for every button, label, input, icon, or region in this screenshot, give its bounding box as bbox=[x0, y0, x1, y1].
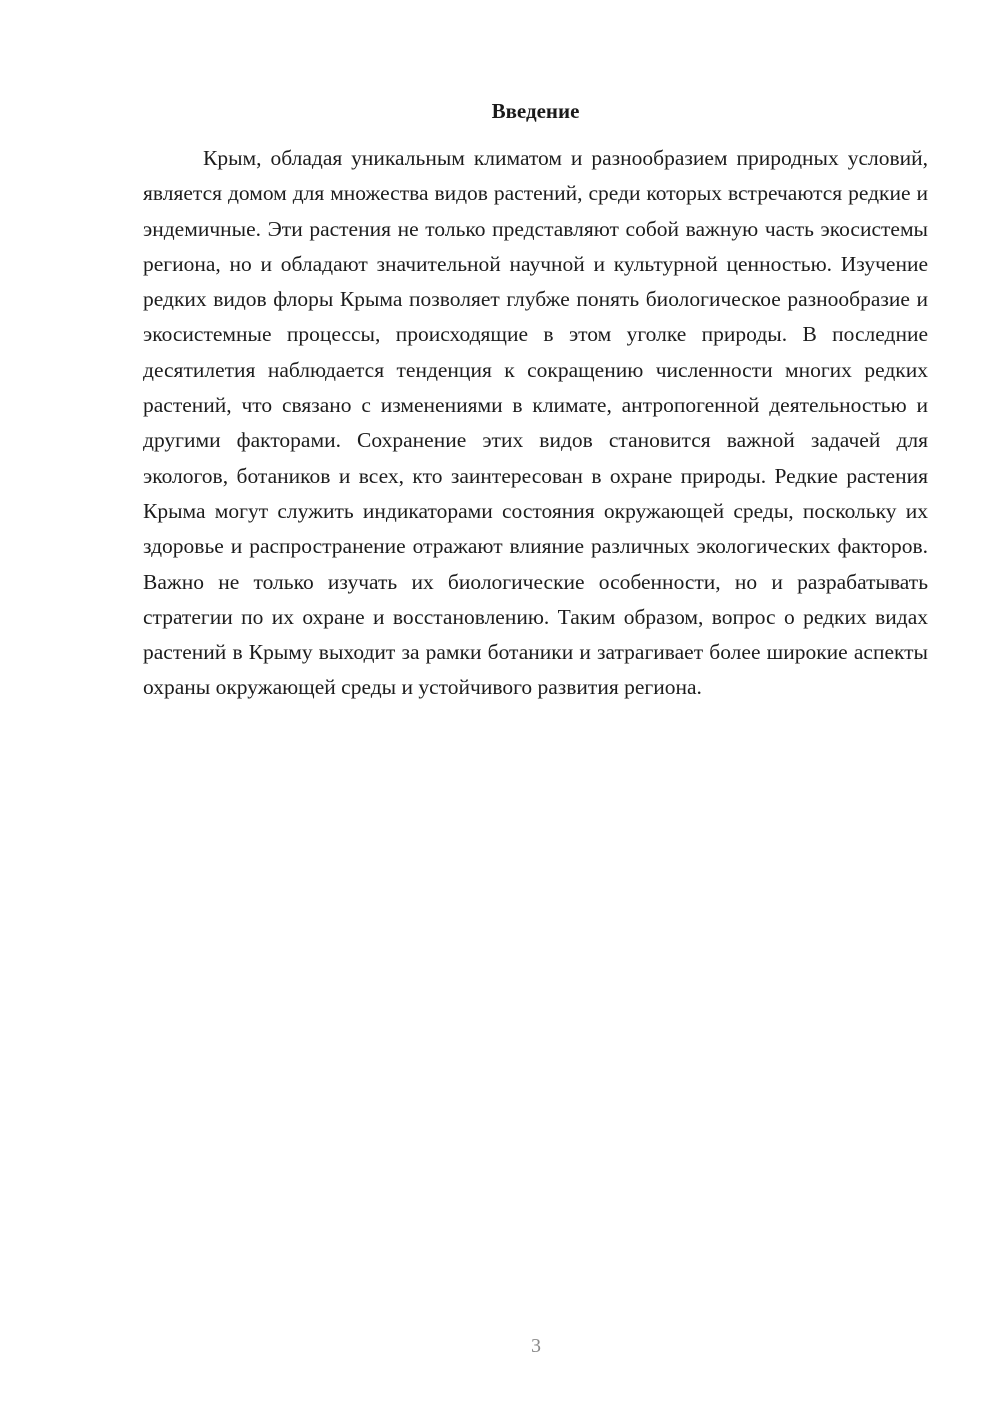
page-title: Введение bbox=[491, 99, 580, 123]
page-number: 3 bbox=[531, 1335, 541, 1357]
body-paragraph: Крым, обладая уникальным климатом и разнообразием природных условий, является домом для множества видов растений, среди которых встречаются редкие и эндемичные. Эти растения не только представляют собой важную часть экосистемы региона, но и обладают значительной научной и культурной ценностью. Изучение редких видов флоры Крыма позволяет глубже понять биологическое разнообразие и экосистемные процессы, происходящие в этом уголке природы. В последние десятилетия наблюдается тенденция к сокращению численности многих редких растений, что связано с изменениями в климате, антропогенной деятельностью и другими факторами. Сохранение этих видов становится важной задачей для экологов, ботаников и всех, кто заинтересован в охране природы. Редкие растения Крыма могут служить индикаторами состояния окружающей среды, поскольку их здоровье и распространение отражают влияние различных экологических факторов. Важно не только изучать их биологические особенности, но и разрабатывать стратегии по их охране и восстановлению. Таким образом, вопрос о редких видах растений в Крыму выходит за рамки ботаники и затрагивает более широкие аспекты охраны окружающей среды и устойчивого развития региона. bbox=[143, 146, 928, 700]
